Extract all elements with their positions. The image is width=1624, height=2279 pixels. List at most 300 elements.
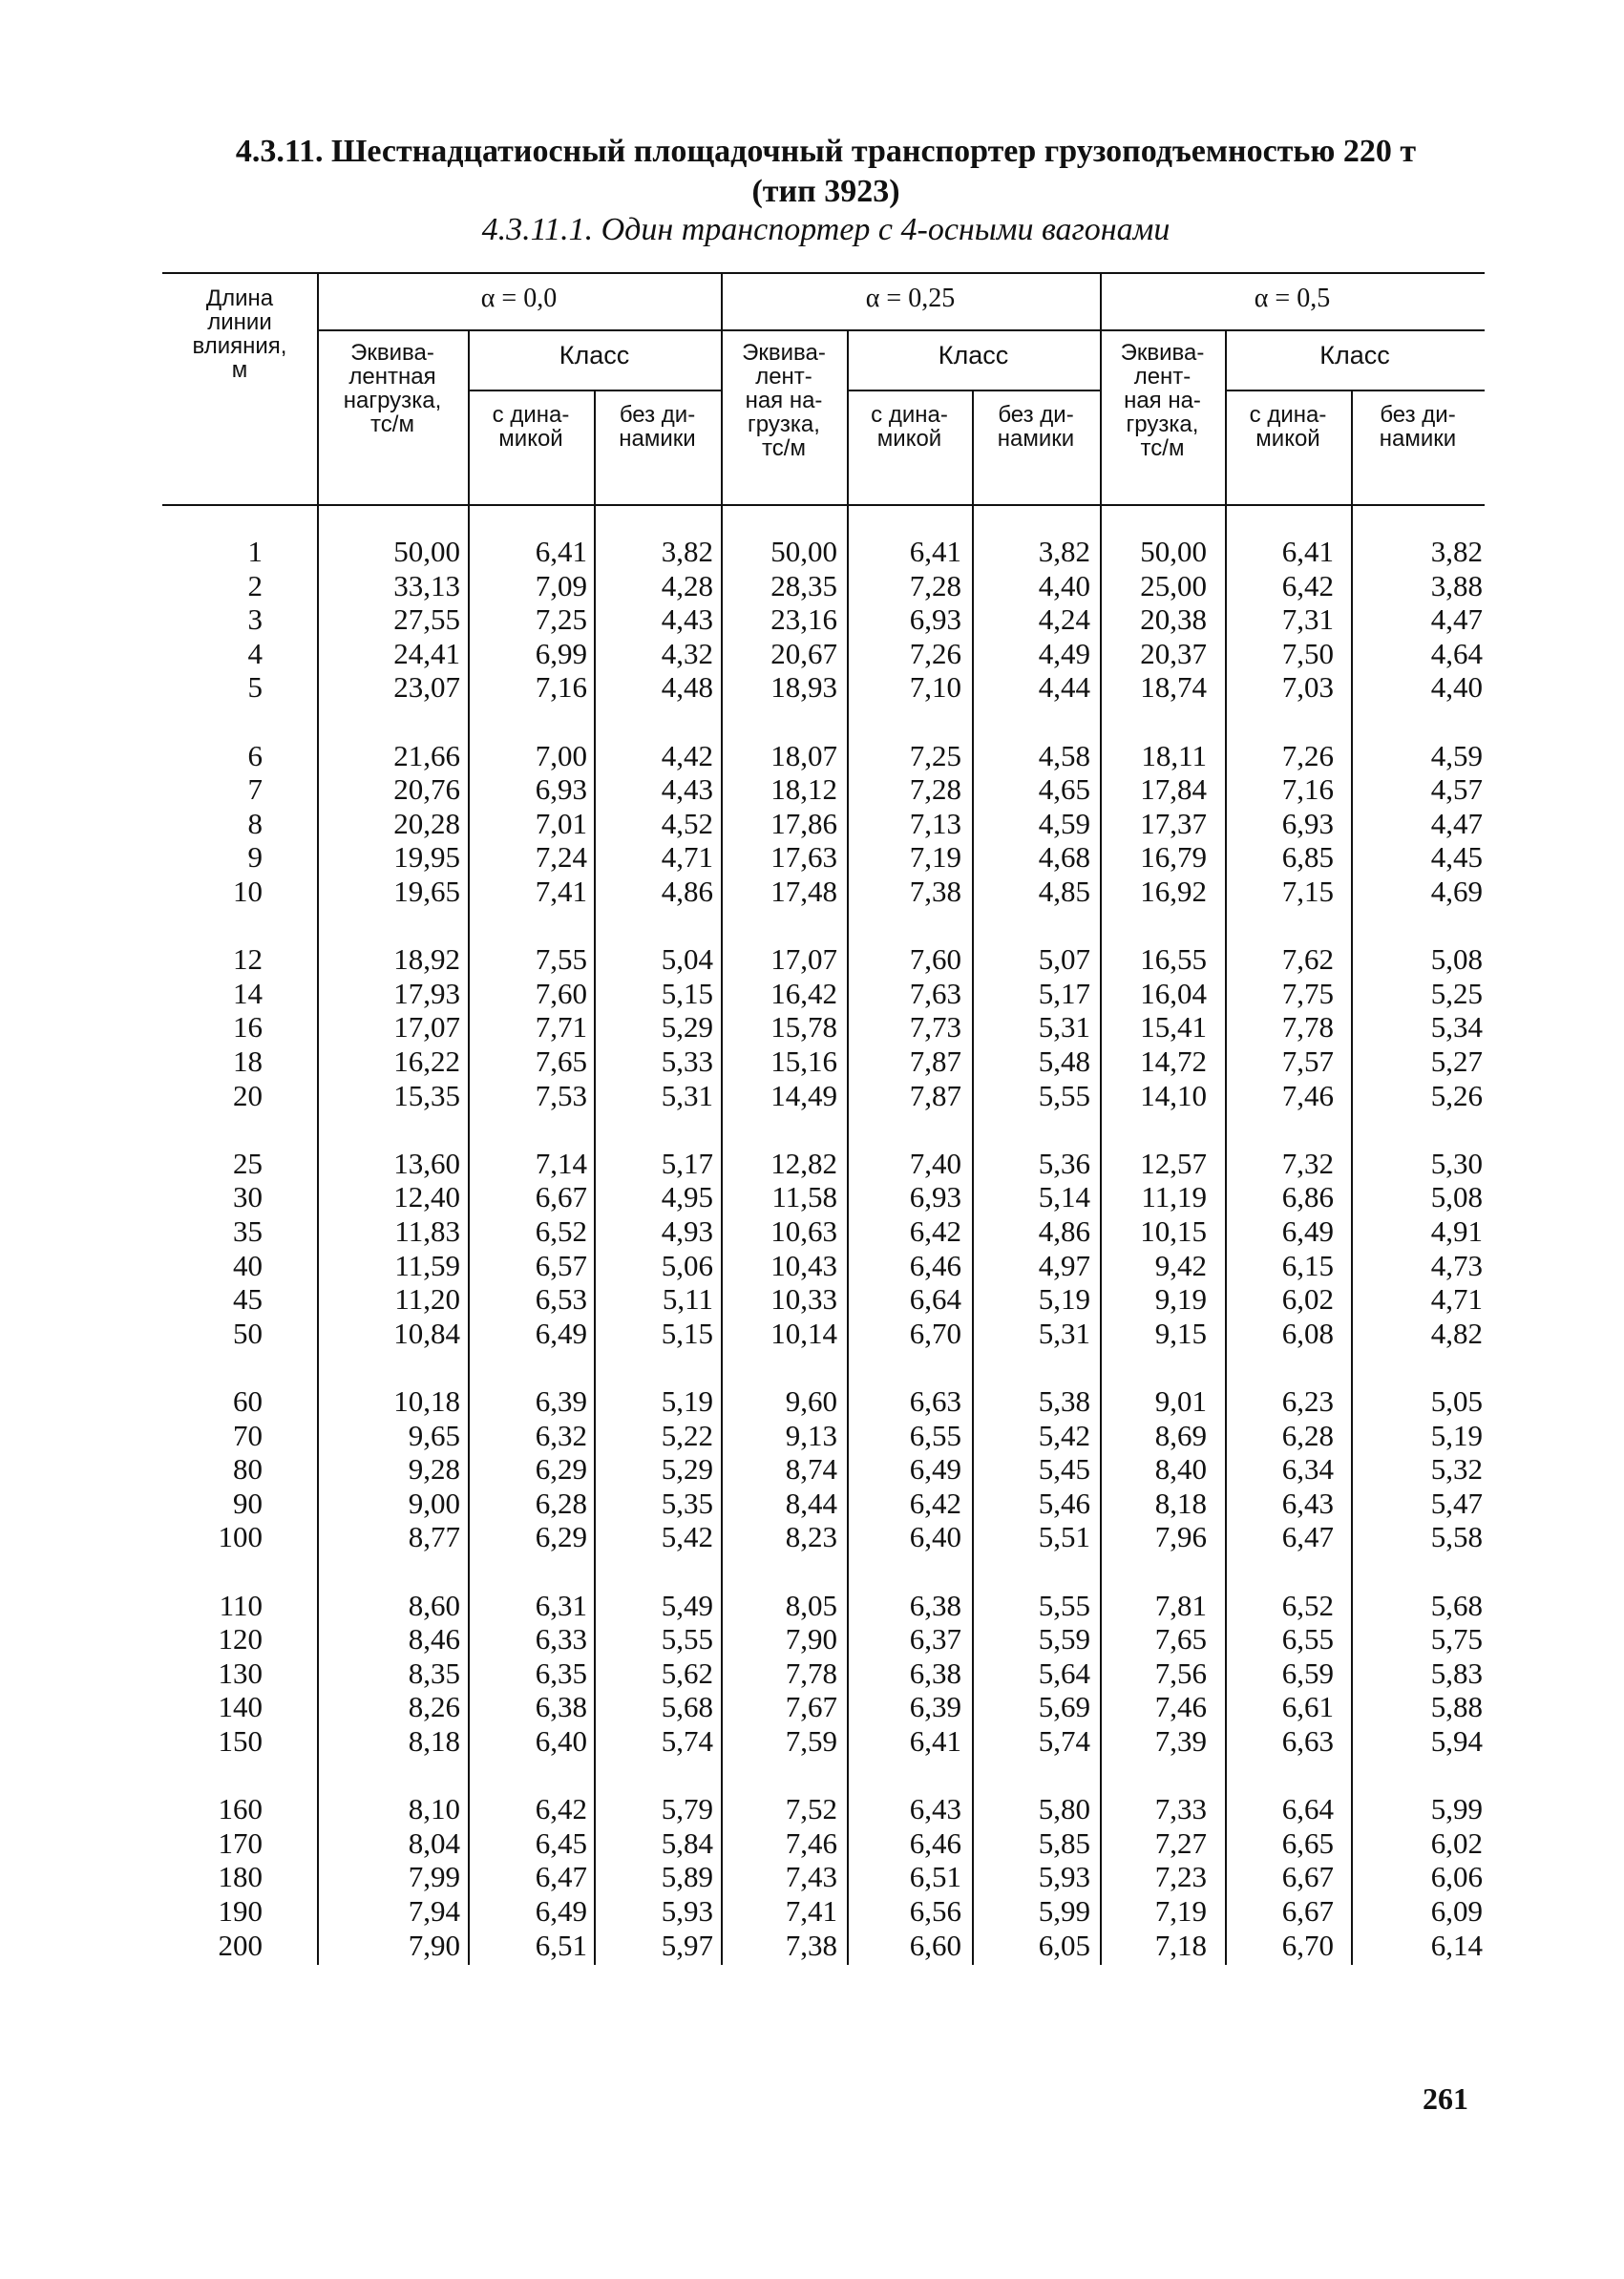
table-cell: 6,14 (1430, 1929, 1483, 1962)
table-cell: 5,64 (1038, 1656, 1090, 1690)
table-cell: 7,46 (1154, 1690, 1207, 1723)
table-cell: 5,29 (661, 1010, 713, 1044)
table-cell: 7,09 (535, 569, 587, 602)
table-cell: 6,23 (1281, 1384, 1334, 1418)
table-cell: 6,55 (1281, 1622, 1334, 1656)
table-cell: 6,32 (535, 1419, 587, 1452)
table-cell: 5,93 (1038, 1860, 1090, 1893)
table-cell: 3,82 (661, 535, 713, 568)
table-cell: 6,47 (535, 1860, 587, 1893)
table-cell: 7,41 (785, 1894, 837, 1928)
table-cell: 18,12 (770, 772, 837, 806)
table-cell: 5,19 (1038, 1282, 1090, 1316)
row-length-value: 160 (218, 1792, 263, 1825)
table-cell: 12,40 (393, 1180, 460, 1213)
table-cell: 7,18 (1154, 1929, 1207, 1962)
row-length-value: 150 (218, 1724, 263, 1758)
table-cell: 8,44 (785, 1487, 837, 1520)
table-cell: 5,31 (661, 1079, 713, 1112)
table-cell: 5,79 (661, 1792, 713, 1825)
table-cell: 6,38 (909, 1589, 961, 1622)
table-cell: 4,82 (1430, 1317, 1483, 1350)
table-cell: 11,58 (771, 1180, 837, 1213)
header-without-dynamics-1-line: без ди- (998, 402, 1074, 428)
table-cell: 7,67 (785, 1690, 837, 1723)
header-equiv-a025-line: ная на- (745, 388, 823, 413)
header-bottom-rule (162, 504, 1485, 506)
table-cell: 10,14 (770, 1317, 837, 1350)
table-cell: 6,45 (535, 1826, 587, 1860)
table-cell: 5,46 (1038, 1487, 1090, 1520)
row-length-value: 140 (218, 1690, 263, 1723)
table-cell: 6,02 (1281, 1282, 1334, 1316)
table-cell: 7,38 (785, 1929, 837, 1962)
table-cell: 8,23 (785, 1520, 837, 1553)
table-cell: 5,59 (1038, 1622, 1090, 1656)
table-cell: 7,27 (1154, 1826, 1207, 1860)
table-cell: 5,26 (1430, 1079, 1483, 1112)
row-length-value: 25 (233, 1147, 263, 1180)
table-cell: 9,60 (785, 1384, 837, 1418)
table-cell: 5,55 (1038, 1589, 1090, 1622)
header-class-2: Класс (1319, 341, 1390, 369)
table-cell: 6,41 (535, 535, 587, 568)
title-line-2: (тип 3923) (751, 174, 900, 209)
row-length-value: 100 (218, 1520, 263, 1553)
table-cell: 7,65 (535, 1045, 587, 1078)
header-length-line: линии (207, 309, 272, 335)
header-equiv-a05-line: Эквива- (1120, 340, 1205, 366)
table-cell: 6,09 (1430, 1894, 1483, 1928)
table-cell: 11,59 (394, 1249, 460, 1282)
table-cell: 6,05 (1038, 1929, 1090, 1962)
table-cell: 6,41 (909, 1724, 961, 1758)
table-cell: 5,31 (1038, 1010, 1090, 1044)
table-cell: 24,41 (393, 637, 460, 670)
table-cell: 20,76 (393, 772, 460, 806)
table-cell: 5,89 (661, 1860, 713, 1893)
header-without-dynamics-1-line: намики (997, 426, 1075, 452)
table-cell: 6,93 (535, 772, 587, 806)
table-cell: 4,68 (1038, 840, 1090, 874)
table-cell: 16,22 (393, 1045, 460, 1078)
table-cell: 8,77 (408, 1520, 460, 1553)
row-length-value: 70 (233, 1419, 263, 1452)
table-cell: 5,51 (1038, 1520, 1090, 1553)
table-cell: 50,00 (393, 535, 460, 568)
table-cell: 6,43 (909, 1792, 961, 1825)
table-cell: 4,85 (1038, 875, 1090, 908)
table-cell: 6,29 (535, 1452, 587, 1486)
table-cell: 9,00 (408, 1487, 460, 1520)
row-length-value: 120 (218, 1622, 263, 1656)
row-length-value: 170 (218, 1826, 263, 1860)
table-cell: 6,34 (1281, 1452, 1334, 1486)
table-cell: 10,15 (1140, 1214, 1207, 1248)
table-cell: 4,69 (1430, 875, 1483, 908)
table-cell: 6,49 (535, 1894, 587, 1928)
row-length-value: 35 (233, 1214, 263, 1248)
table-cell: 5,27 (1430, 1045, 1483, 1078)
table-cell: 7,43 (785, 1860, 837, 1893)
table-cell: 8,04 (408, 1826, 460, 1860)
table-cell: 5,83 (1430, 1656, 1483, 1690)
table-cell: 7,73 (909, 1010, 961, 1044)
table-cell: 5,75 (1430, 1622, 1483, 1656)
row-length-value: 30 (233, 1180, 263, 1213)
table-cell: 5,29 (661, 1452, 713, 1486)
table-cell: 5,35 (661, 1487, 713, 1520)
table-cell: 23,16 (770, 602, 837, 636)
header-equiv-a0-line: нагрузка, (343, 388, 442, 413)
table-cell: 8,05 (785, 1589, 837, 1622)
table-cell: 17,48 (770, 875, 837, 908)
table-cell: 7,24 (535, 840, 587, 874)
header-equiv-a025 (721, 341, 847, 460)
table-cell: 7,13 (909, 807, 961, 840)
table-cell: 7,55 (535, 942, 587, 976)
table-cell: 5,15 (661, 977, 713, 1010)
table-cell: 5,85 (1038, 1826, 1090, 1860)
table-cell: 8,10 (408, 1792, 460, 1825)
table-cell: 4,59 (1038, 807, 1090, 840)
table-cell: 7,15 (1281, 875, 1334, 908)
header-with-dynamics-2-line: с дина- (1249, 402, 1327, 428)
header-equiv-a0-line: лентная (348, 364, 436, 390)
table-cell: 6,55 (909, 1419, 961, 1452)
table-cell: 23,07 (393, 670, 460, 704)
header-without-dynamics-2 (1351, 403, 1485, 451)
table-cell: 7,25 (909, 739, 961, 772)
row-length-value: 200 (218, 1929, 263, 1962)
row-length-value: 9 (247, 840, 263, 874)
table-cell: 6,35 (535, 1656, 587, 1690)
table-cell: 8,18 (1154, 1487, 1207, 1520)
table-cell: 5,68 (661, 1690, 713, 1723)
table-cell: 7,33 (1154, 1792, 1207, 1825)
table-cell: 7,78 (785, 1656, 837, 1690)
table-cell: 5,47 (1430, 1487, 1483, 1520)
table-cell: 5,74 (1038, 1724, 1090, 1758)
table-cell: 6,67 (535, 1180, 587, 1213)
table-cell: 7,78 (1281, 1010, 1334, 1044)
page-title (181, 132, 1470, 212)
header-with-dynamics-0-line: микой (498, 426, 563, 452)
table-cell: 18,74 (1140, 670, 1207, 704)
table-cell: 20,38 (1140, 602, 1207, 636)
table-cell: 17,86 (770, 807, 837, 840)
table-cell: 4,95 (661, 1180, 713, 1213)
table-cell: 13,60 (393, 1147, 460, 1180)
table-cell: 6,38 (535, 1690, 587, 1723)
header-without-dynamics-2-line: без ди- (1380, 402, 1456, 428)
header-with-dynamics-1 (847, 403, 972, 451)
table-cell: 6,28 (535, 1487, 587, 1520)
table-cell: 6,39 (909, 1690, 961, 1723)
header-without-dynamics-0-line: намики (619, 426, 696, 452)
header-with-dynamics-0-line: с дина- (492, 402, 570, 428)
table-cell: 7,62 (1281, 942, 1334, 976)
table-cell: 18,93 (770, 670, 837, 704)
table-cell: 6,99 (535, 637, 587, 670)
table-cell: 6,42 (909, 1487, 961, 1520)
table-cell: 4,93 (661, 1214, 713, 1248)
table-cell: 6,93 (909, 602, 961, 636)
table-cell: 5,93 (661, 1894, 713, 1928)
table-cell: 4,65 (1038, 772, 1090, 806)
header-class-1: Класс (938, 341, 1009, 369)
row-length-value: 20 (233, 1079, 263, 1112)
row-length-value: 12 (233, 942, 263, 976)
table-cell: 16,42 (770, 977, 837, 1010)
table-cell: 17,93 (393, 977, 460, 1010)
row-length-value: 2 (247, 569, 263, 602)
table-cell: 5,19 (661, 1384, 713, 1418)
table-cell: 7,60 (535, 977, 587, 1010)
header-equiv-a05-line: грузка, (1126, 411, 1199, 437)
table-cell: 6,49 (535, 1317, 587, 1350)
table-cell: 5,80 (1038, 1792, 1090, 1825)
table-cell: 4,48 (661, 670, 713, 704)
table-cell: 25,00 (1140, 569, 1207, 602)
table-cell: 4,86 (661, 875, 713, 908)
table-cell: 7,25 (535, 602, 587, 636)
column-rule-6 (972, 390, 974, 1965)
table-cell: 3,82 (1038, 535, 1090, 568)
table-cell: 3,88 (1430, 569, 1483, 602)
header-with-dynamics-2-line: микой (1255, 426, 1320, 452)
table-cell: 20,37 (1140, 637, 1207, 670)
table-cell: 7,01 (535, 807, 587, 840)
header-with-dynamics-1-line: микой (876, 426, 942, 452)
table-cell: 7,41 (535, 875, 587, 908)
table-cell: 6,93 (909, 1180, 961, 1213)
row-length-value: 80 (233, 1452, 263, 1486)
table-cell: 12,57 (1140, 1147, 1207, 1180)
table-cell: 7,53 (535, 1079, 587, 1112)
table-cell: 6,02 (1430, 1826, 1483, 1860)
table-cell: 5,08 (1430, 942, 1483, 976)
table-cell: 8,18 (408, 1724, 460, 1758)
table-cell: 4,97 (1038, 1249, 1090, 1282)
table-cell: 9,42 (1154, 1249, 1207, 1282)
table-cell: 6,51 (535, 1929, 587, 1962)
table-cell: 6,93 (1281, 807, 1334, 840)
column-rule-3 (594, 390, 596, 1965)
table-cell: 6,49 (909, 1452, 961, 1486)
table-cell: 7,46 (785, 1826, 837, 1860)
table-cell: 11,19 (1141, 1180, 1207, 1213)
table-cell: 4,45 (1430, 840, 1483, 874)
table-cell: 11,83 (394, 1214, 460, 1248)
table-cell: 4,28 (661, 569, 713, 602)
table-cell: 4,59 (1430, 739, 1483, 772)
row-length-value: 14 (233, 977, 263, 1010)
header-without-dynamics-0 (594, 403, 721, 451)
table-cell: 5,11 (662, 1282, 713, 1316)
table-cell: 5,33 (661, 1045, 713, 1078)
table-cell: 6,67 (1281, 1894, 1334, 1928)
table-cell: 6,33 (535, 1622, 587, 1656)
table-cell: 7,00 (535, 739, 587, 772)
table-cell: 4,40 (1038, 569, 1090, 602)
table-cell: 15,35 (393, 1079, 460, 1112)
table-cell: 10,63 (770, 1214, 837, 1248)
table-cell: 7,19 (909, 840, 961, 874)
table-cell: 21,66 (393, 739, 460, 772)
table-cell: 16,79 (1140, 840, 1207, 874)
table-cell: 7,38 (909, 875, 961, 908)
table-cell: 14,10 (1140, 1079, 1207, 1112)
table-cell: 7,81 (1154, 1589, 1207, 1622)
table-cell: 6,51 (909, 1860, 961, 1893)
table-cell: 8,74 (785, 1452, 837, 1486)
table-cell: 4,71 (1430, 1282, 1483, 1316)
table-cell: 6,40 (535, 1724, 587, 1758)
table-cell: 14,49 (770, 1079, 837, 1112)
table-cell: 7,28 (909, 772, 961, 806)
alpha-underline (317, 329, 1485, 331)
title-line-1: 4.3.11. Шестнадцатиосный площадочный транспортер грузоподъемностью 220 т (235, 134, 1417, 169)
table-cell: 5,97 (661, 1929, 713, 1962)
table-cell: 6,56 (909, 1894, 961, 1928)
table-cell: 5,88 (1430, 1690, 1483, 1723)
header-with-dynamics-1-line: с дина- (871, 402, 948, 428)
table-cell: 18,11 (1141, 739, 1207, 772)
header-alpha-0: α = 0,0 (480, 284, 558, 313)
table-cell: 6,53 (535, 1282, 587, 1316)
table-cell: 19,95 (393, 840, 460, 874)
table-cell: 7,26 (909, 637, 961, 670)
table-cell: 6,06 (1430, 1860, 1483, 1893)
header-equiv-a025-line: Эквива- (742, 340, 826, 366)
table-cell: 10,18 (393, 1384, 460, 1418)
table-cell: 18,07 (770, 739, 837, 772)
table-cell: 7,23 (1154, 1860, 1207, 1893)
table-cell: 11,20 (394, 1282, 460, 1316)
table-cell: 6,59 (1281, 1656, 1334, 1690)
table-cell: 6,40 (909, 1520, 961, 1553)
table-cell: 8,40 (1154, 1452, 1207, 1486)
table-cell: 7,65 (1154, 1622, 1207, 1656)
table-cell: 6,08 (1281, 1317, 1334, 1350)
table-cell: 17,63 (770, 840, 837, 874)
table-cell: 6,42 (535, 1792, 587, 1825)
table-cell: 5,74 (661, 1724, 713, 1758)
row-length-value: 40 (233, 1249, 263, 1282)
table-cell: 5,32 (1430, 1452, 1483, 1486)
table-cell: 7,75 (1281, 977, 1334, 1010)
table-cell: 7,99 (408, 1860, 460, 1893)
table-cell: 7,90 (408, 1929, 460, 1962)
table-cell: 7,10 (909, 670, 961, 704)
column-rule-1 (317, 272, 319, 1965)
table-cell: 4,57 (1430, 772, 1483, 806)
table-cell: 17,07 (770, 942, 837, 976)
table-cell: 5,55 (661, 1622, 713, 1656)
row-length-value: 3 (247, 602, 263, 636)
table-cell: 17,84 (1140, 772, 1207, 806)
header-equiv-a025-line: тс/м (762, 435, 806, 461)
row-length-value: 10 (233, 875, 263, 908)
table-cell: 19,65 (393, 875, 460, 908)
table-cell: 5,36 (1038, 1147, 1090, 1180)
table-cell: 5,68 (1430, 1589, 1483, 1622)
table-cell: 16,04 (1140, 977, 1207, 1010)
header-equiv-a0-line: Эквива- (350, 340, 434, 366)
column-rule-2 (468, 329, 470, 1965)
table-top-rule (162, 272, 1485, 274)
header-class-0: Класс (559, 341, 630, 369)
table-cell: 7,60 (909, 942, 961, 976)
table-cell: 7,16 (535, 670, 587, 704)
table-cell: 6,38 (909, 1656, 961, 1690)
header-equiv-a05-line: тс/м (1140, 435, 1185, 461)
table-cell: 6,70 (1281, 1929, 1334, 1962)
table-cell: 12,82 (770, 1147, 837, 1180)
header-equiv-a0-line: тс/м (370, 411, 414, 437)
table-cell: 5,05 (1430, 1384, 1483, 1418)
row-length-value: 110 (219, 1589, 263, 1622)
table-cell: 33,13 (393, 569, 460, 602)
table-cell: 4,47 (1430, 807, 1483, 840)
table-cell: 8,69 (1154, 1419, 1207, 1452)
table-cell: 6,41 (909, 535, 961, 568)
class-underline-a05 (1225, 390, 1485, 391)
table-cell: 6,29 (535, 1520, 587, 1553)
table-cell: 6,39 (535, 1384, 587, 1418)
table-cell: 6,63 (909, 1384, 961, 1418)
table-cell: 17,07 (393, 1010, 460, 1044)
table-cell: 6,43 (1281, 1487, 1334, 1520)
table-cell: 5,25 (1430, 977, 1483, 1010)
table-cell: 4,86 (1038, 1214, 1090, 1248)
table-cell: 9,13 (785, 1419, 837, 1452)
table-cell: 5,34 (1430, 1010, 1483, 1044)
table-cell: 6,67 (1281, 1860, 1334, 1893)
table-cell: 7,31 (1281, 602, 1334, 636)
table-cell: 5,04 (661, 942, 713, 976)
row-length-value: 180 (218, 1860, 263, 1893)
table-cell: 5,19 (1430, 1419, 1483, 1452)
table-cell: 50,00 (770, 535, 837, 568)
table-cell: 6,46 (909, 1826, 961, 1860)
row-length-value: 90 (233, 1487, 263, 1520)
table-cell: 5,58 (1430, 1520, 1483, 1553)
header-without-dynamics-1 (972, 403, 1100, 451)
table-cell: 14,72 (1140, 1045, 1207, 1078)
table-cell: 4,42 (661, 739, 713, 772)
row-length-value: 18 (233, 1045, 263, 1078)
table-cell: 6,42 (909, 1214, 961, 1248)
table-cell: 7,56 (1154, 1656, 1207, 1690)
table-cell: 20,67 (770, 637, 837, 670)
table-cell: 4,73 (1430, 1249, 1483, 1282)
table-cell: 16,55 (1140, 942, 1207, 976)
table-cell: 6,37 (909, 1622, 961, 1656)
table-cell: 6,61 (1281, 1690, 1334, 1723)
row-length-value: 190 (218, 1894, 263, 1928)
table-cell: 10,84 (393, 1317, 460, 1350)
table-cell: 5,48 (1038, 1045, 1090, 1078)
table-cell: 18,92 (393, 942, 460, 976)
header-length-line: м (231, 357, 248, 383)
table-cell: 7,50 (1281, 637, 1334, 670)
table-cell: 7,46 (1281, 1079, 1334, 1112)
table-cell: 50,00 (1140, 535, 1207, 568)
table-cell: 5,22 (661, 1419, 713, 1452)
table-cell: 6,70 (909, 1317, 961, 1350)
